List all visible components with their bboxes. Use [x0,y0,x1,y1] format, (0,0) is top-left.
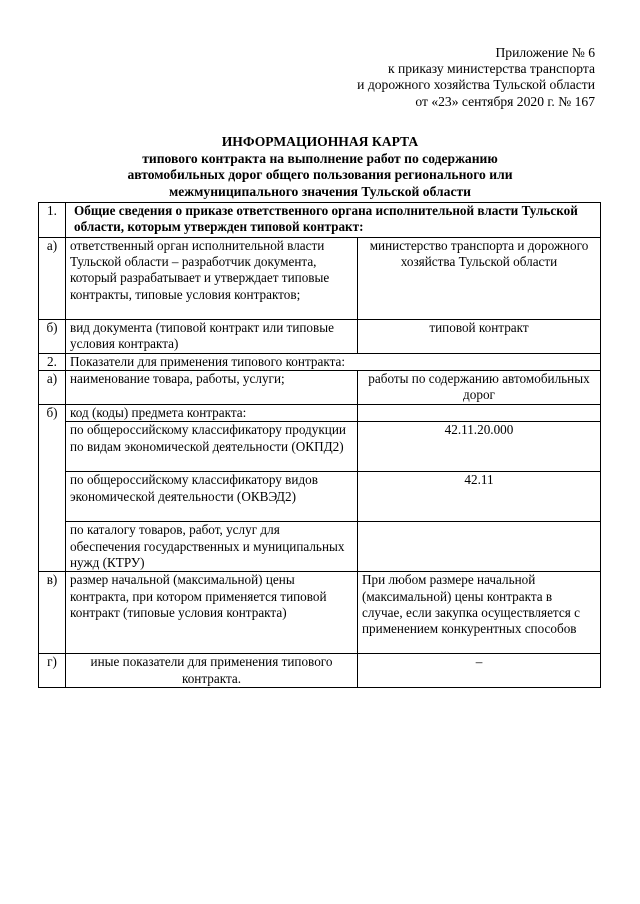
table-row [39,654,601,688]
row-label: ответственный орган исполнительной власти Тульской области – разработчик документа, который разрабатывает и утверждает типовые контракты, типовые условия контрактов; [66,238,358,320]
title-line-2: типового контракта на выполнение работ по содержанию [142,150,498,166]
order-date-number: от «23» сентября 2020 г. № 167 [415,93,595,109]
row-number: б) [39,320,66,354]
section-1-heading: Общие сведения о приказе ответственного органа исполнительной власти Тульской области, которым утвержден типовой контракт: [66,203,601,238]
row-label: по общероссийскому классификатору видов экономической деятельности (ОКВЭД2) [66,472,358,522]
section-2-heading: Показатели для применения типового контракта: [66,354,601,371]
document-header [235,45,595,110]
row-number: б) [39,405,66,572]
row-number: 2. [39,354,66,371]
row-value: При любом размере начальной (максимальной) цены контракта в случае, если закупка осуществляется с применением конкурентных способов [358,572,601,654]
row-value: – [358,654,601,688]
table-row [39,422,601,472]
row-number: 1. [39,203,66,238]
table-row [39,371,601,405]
row-label: по каталогу товаров, работ, услуг для обеспечения государственных и муниципальных нужд (КТРУ) [66,522,358,572]
row-number: а) [39,371,66,405]
row-label: размер начальной (максимальной) цены контракта, при котором применяется типовой контракт (типовые условия контракта) [66,572,358,654]
table-row [39,522,601,572]
table-row [39,320,601,354]
document-title [40,134,600,200]
table-row [39,405,601,422]
table-row [39,238,601,320]
order-reference-line: к приказу министерства транспорта [387,61,595,77]
row-label: наименование товара, работы, услуги; [66,371,358,405]
table-row [39,354,601,371]
row-number: а) [39,238,66,320]
row-value [358,405,601,422]
title-line-4: межмуниципального значения Тульской области [168,183,472,199]
row-label: код (коды) предмета контракта: [66,405,358,422]
row-label: иные показатели для применения типового контракта. [66,654,358,688]
row-label: по общероссийскому классификатору продукции по видам экономической деятельности (ОКПД2) [66,422,358,472]
row-number: в) [39,572,66,654]
row-value [358,522,601,572]
row-value: 42.11 [358,472,601,522]
row-value: типовой контракт [358,320,601,354]
info-card-table [38,202,601,688]
table-row [39,572,601,654]
row-value: 42.11.20.000 [358,422,601,472]
row-label: вид документа (типовой контракт или типовые условия контракта) [66,320,358,354]
title-main: ИНФОРМАЦИОННАЯ КАРТА [221,134,419,149]
appendix-number: Приложение № 6 [495,45,595,60]
row-number: г) [39,654,66,688]
row-value: работы по содержанию автомобильных дорог [358,371,601,405]
title-line-3: автомобильных дорог общего пользования регионального или [127,167,513,182]
row-value: министерство транспорта и дорожного хозяйства Тульской области [358,238,601,320]
table-row [39,472,601,522]
table-row [39,203,601,238]
ministry-name-line: и дорожного хозяйства Тульской области [357,77,595,93]
